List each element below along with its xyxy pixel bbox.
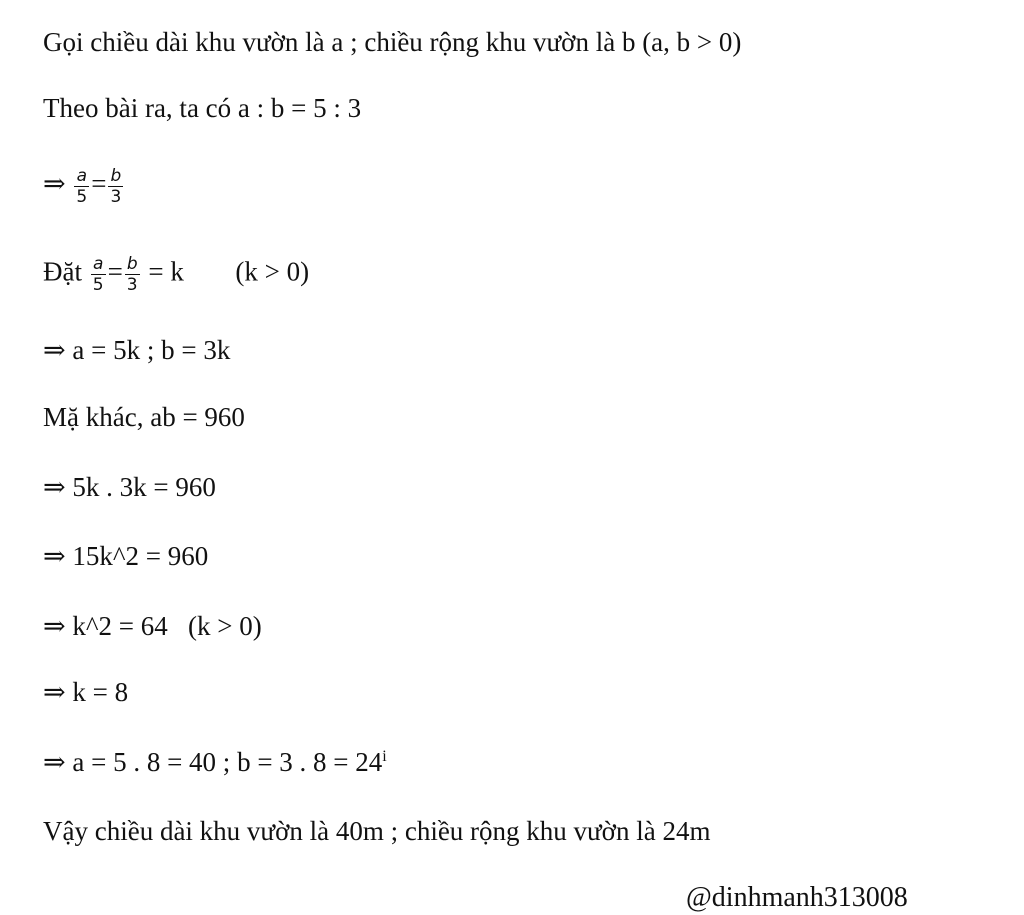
- line-a-b-values: [43, 745, 387, 779]
- equals-sign: =: [107, 256, 123, 287]
- line-text: ⇒ k = 8: [43, 677, 129, 707]
- fraction-numerator: a: [74, 166, 89, 187]
- fraction-denominator: 3: [110, 187, 122, 207]
- author-signature: @dinhmanh313008: [686, 882, 908, 913]
- line-text: ⇒ 5k . 3k = 960: [43, 472, 216, 502]
- line-set-k: [43, 254, 309, 295]
- k-condition: (k > 0): [235, 256, 310, 287]
- line-text: ⇒ 15k^2 = 960: [43, 541, 209, 571]
- line-ratio: [43, 91, 361, 125]
- fraction-a-over-5: [91, 254, 106, 295]
- fraction-numerator: b: [125, 254, 140, 275]
- line-text: Theo bài ra, ta có a : b = 5 : 3: [43, 93, 362, 123]
- line-text: ⇒ k^2 = 64 (k > 0): [43, 611, 262, 641]
- fraction-numerator: a: [91, 254, 106, 275]
- line-text: Vậy chiều dài khu vườn là 40m ; chiều rộng khu vườn là 24m: [43, 816, 711, 846]
- fraction-b-over-3: [125, 254, 140, 295]
- line-text: Gọi chiều dài khu vườn là a ; chiều rộng khu vườn là b (a, b > 0): [43, 27, 742, 57]
- fraction-a-over-5: [74, 166, 89, 207]
- line-text: Mặ khác, ab = 960: [43, 402, 245, 432]
- fraction-denominator: 3: [126, 275, 138, 295]
- line-text: ⇒ a = 5 . 8 = 40 ; b = 3 . 8 = 24: [43, 747, 383, 777]
- equals-k: = k: [148, 256, 184, 287]
- line-product: [43, 400, 245, 434]
- equals-sign: =: [91, 168, 107, 199]
- fraction-b-over-3: [108, 166, 123, 207]
- line-15k-squared: [43, 539, 208, 573]
- superscript-marker: i: [382, 748, 387, 765]
- fraction-numerator: b: [108, 166, 123, 187]
- set-word: Đặt: [43, 256, 82, 287]
- line-text: ⇒ a = 5k ; b = 3k: [43, 335, 231, 365]
- line-k-value: [43, 675, 128, 709]
- fraction-denominator: 5: [92, 275, 104, 295]
- line-substitute: [43, 470, 216, 504]
- fraction-denominator: 5: [76, 187, 88, 207]
- line-k-squared: [43, 609, 262, 643]
- line-express-a-b: [43, 333, 230, 367]
- line-fraction-equality: [43, 166, 125, 207]
- line-define-variables: [43, 25, 741, 59]
- implies-symbol: ⇒: [43, 168, 66, 199]
- line-conclusion: [43, 814, 710, 848]
